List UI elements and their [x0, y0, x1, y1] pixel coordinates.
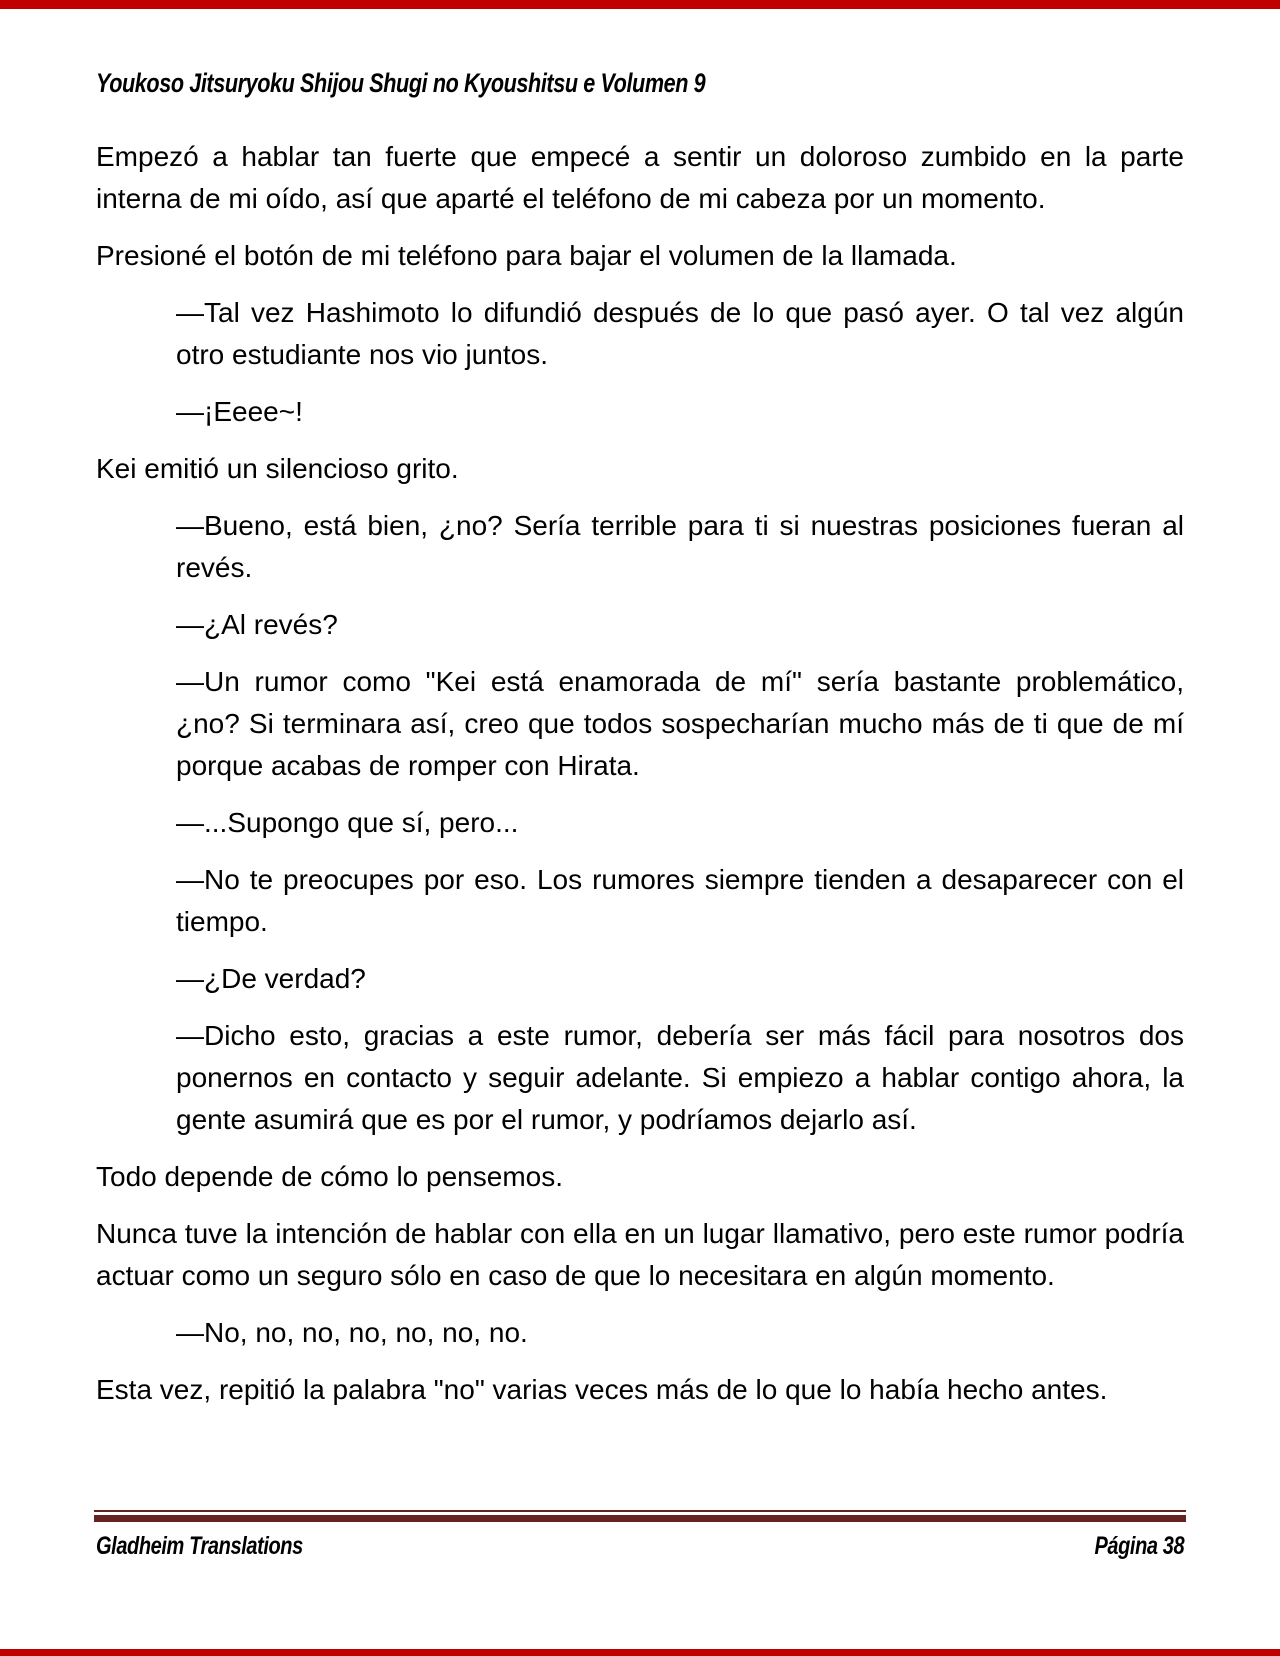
- body-paragraph: Empezó a hablar tan fuerte que empecé a sentir un doloroso zumbido en la parte interna de mi oído, así que aparté el teléfono de mi cabeza por un momento.: [96, 141, 1184, 214]
- document-header: [96, 68, 1184, 99]
- body-paragraph: Nunca tuve la intención de hablar con ella en un lugar llamativo, pero este rumor podría actuar como un seguro sólo en caso de que lo necesitara en algún momento.: [96, 1218, 1184, 1291]
- document-footer: [96, 1532, 1184, 1561]
- dialogue-paragraph: —¡Eeee~!: [176, 396, 303, 427]
- footer-translator: Gladheim Translations: [96, 1532, 303, 1560]
- dialogue-paragraph: —...Supongo que sí, pero...: [176, 807, 519, 838]
- body-paragraph: Todo depende de cómo lo pensemos.: [96, 1161, 563, 1192]
- footer-rule: [94, 1510, 1186, 1522]
- dialogue-paragraph: —Dicho esto, gracias a este rumor, debería ser más fácil para nosotros dos ponernos en contacto y seguir adelante. Si empiezo a hablar contigo ahora, la gente asumirá que es por el rumor, y podríamos dejarlo así.: [176, 1020, 1184, 1135]
- document-body: [96, 136, 1184, 1426]
- dialogue-paragraph: —¿Al revés?: [176, 609, 338, 640]
- dialogue-paragraph: —Bueno, está bien, ¿no? Sería terrible para ti si nuestras posiciones fueran al revés.: [176, 510, 1184, 583]
- dialogue-paragraph: —No, no, no, no, no, no, no.: [176, 1317, 528, 1348]
- page-title: Youkoso Jitsuryoku Shijou Shugi no Kyoushitsu e Volumen 9: [96, 68, 706, 98]
- body-paragraph: Kei emitió un silencioso grito.: [96, 453, 459, 484]
- body-paragraph: Esta vez, repitió la palabra "no" varias veces más de lo que lo había hecho antes.: [96, 1374, 1108, 1405]
- dialogue-paragraph: —¿De verdad?: [176, 963, 366, 994]
- top-edge-bar: [0, 0, 1280, 9]
- footer-page-number: Página 38: [1094, 1532, 1184, 1560]
- dialogue-paragraph: —Tal vez Hashimoto lo difundió después de lo que pasó ayer. O tal vez algún otro estudiante nos vio juntos.: [176, 297, 1184, 370]
- dialogue-paragraph: —No te preocupes por eso. Los rumores siempre tienden a desaparecer con el tiempo.: [176, 864, 1184, 937]
- bottom-edge-bar: [0, 1649, 1280, 1656]
- dialogue-paragraph: —Un rumor como "Kei está enamorada de mí" sería bastante problemático, ¿no? Si terminara así, creo que todos sospecharían mucho más de ti que de mí porque acabas de romper con Hirata.: [176, 666, 1184, 781]
- body-paragraph: Presioné el botón de mi teléfono para bajar el volumen de la llamada.: [96, 240, 957, 271]
